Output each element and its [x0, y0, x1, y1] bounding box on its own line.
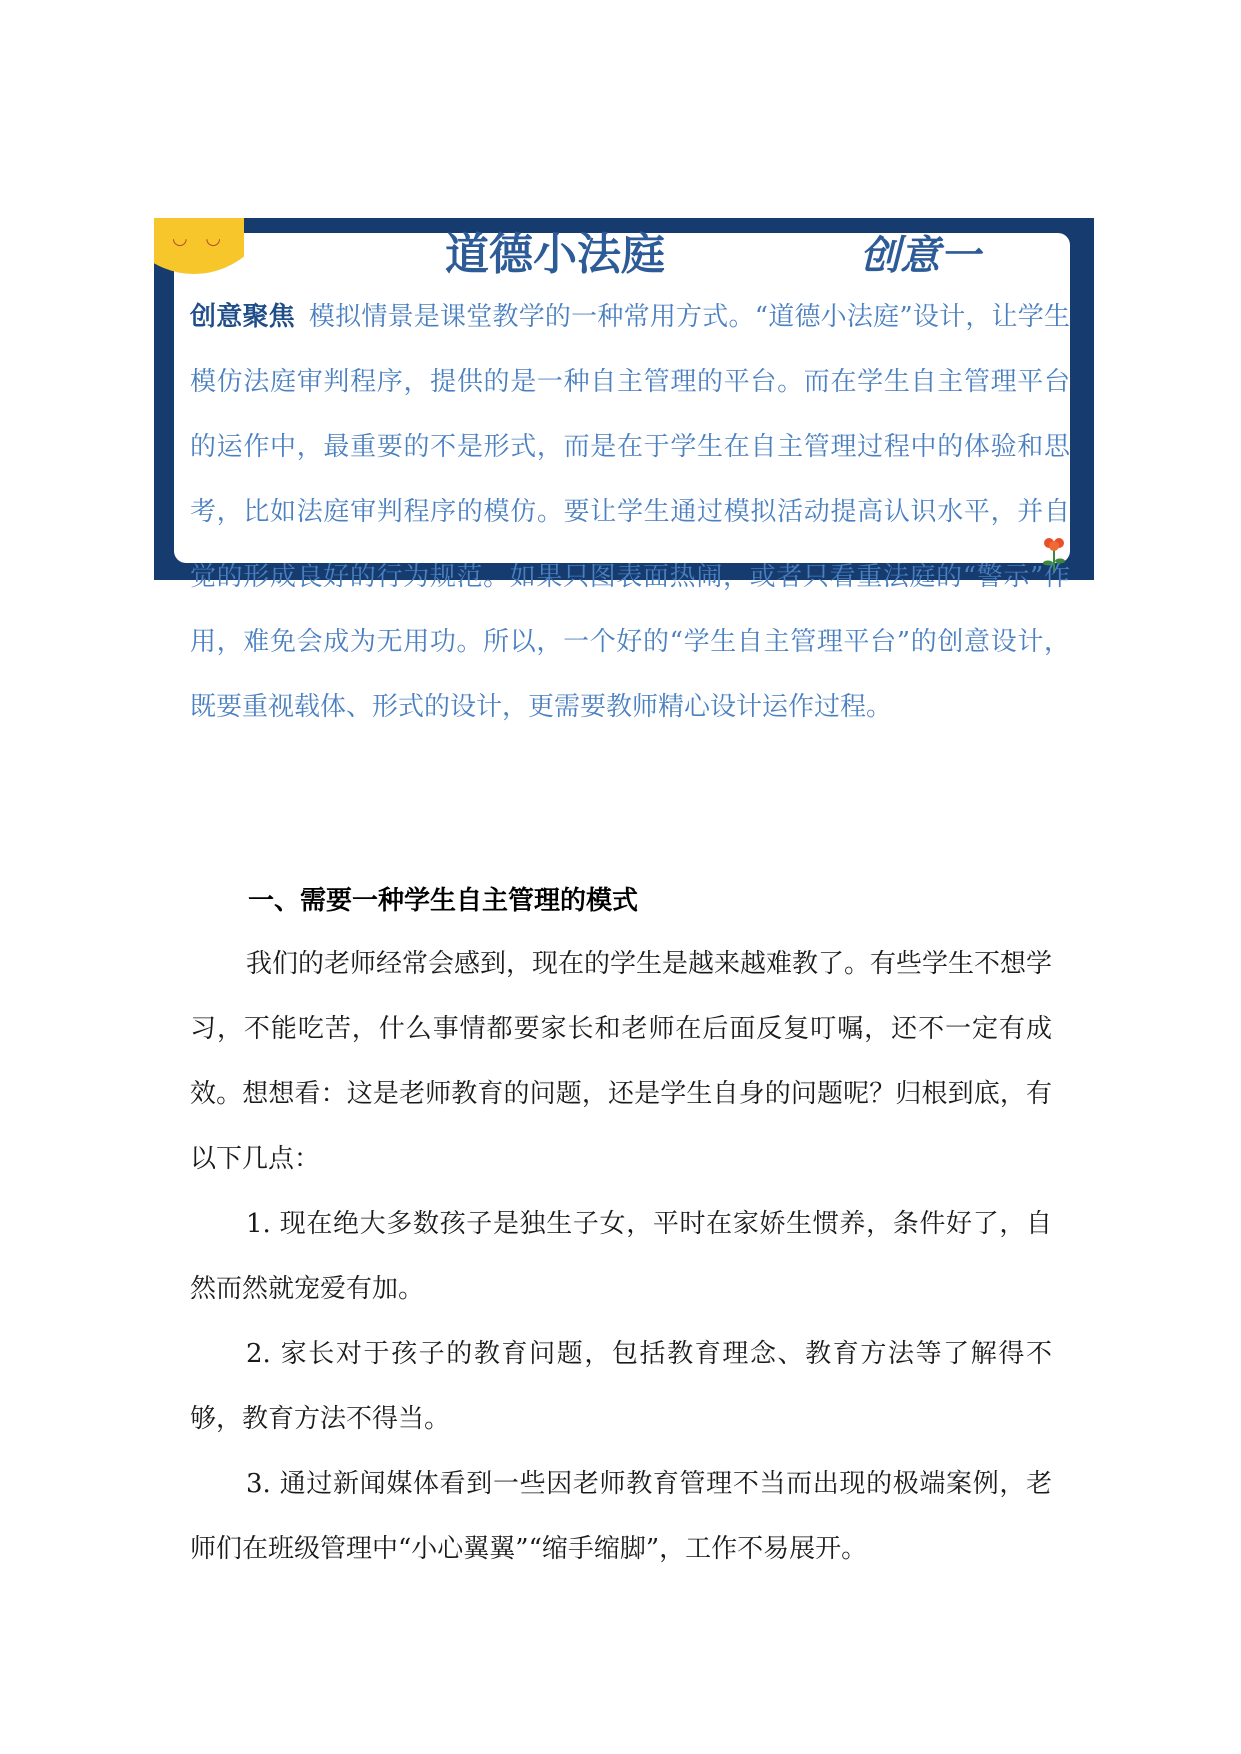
paragraph: 我们的老师经常会感到，现在的学生是越来越难教了。有些学生不想学习，不能吃苦，什么事情都要家长和老师在后面反复叮嘱，还不一定有成效。想想看：这是老师教育的问题，还是学生自身的问题呢？归根到底，有以下几点：	[190, 949, 1053, 1174]
list-item: 1. 现在绝大多数孩子是独生子女，平时在家娇生惯养，条件好了，自然而然就宠爱有加。	[190, 1209, 1052, 1304]
creative-focus	[190, 285, 1070, 740]
sun-icon: ◡ ◡	[154, 218, 244, 274]
banner-title: 道德小法庭	[445, 230, 665, 279]
focus-label: 创意聚焦	[190, 302, 295, 332]
list-item: 3. 通过新闻媒体看到一些因老师教育管理不当而出现的极端案例，老师们在班级管理中“小心翼翼”“缩手缩脚”，工作不易展开。	[190, 1469, 1052, 1564]
focus-text: 模拟情景是课堂教学的一种常用方式。“道德小法庭”设计，让学生模仿法庭审判程序，提供的是一种自主管理的平台。而在学生自主管理平台的运作中，最重要的不是形式，而是在于学生在自主管理过程中的体验和思考，比如法庭审判程序的模仿。要让学生通过模拟活动提高认识水平，并自觉的形成良好的行为规范。如果只图表面热闹，或者只看重法庭的“警示”作用，难免会成为无用功。所以，一个好的“学生自主管理平台”的创意设计，既要重视载体、形式的设计，更需要教师精心设计运作过程。	[190, 302, 1070, 722]
section-heading: 一、需要一种学生自主管理的模式	[248, 886, 639, 916]
banner-tag: 创意一	[860, 232, 980, 279]
list-item: 2. 家长对于孩子的教育问题，包括教育理念、教育方法等了解得不够，教育方法不得当。	[190, 1339, 1052, 1434]
